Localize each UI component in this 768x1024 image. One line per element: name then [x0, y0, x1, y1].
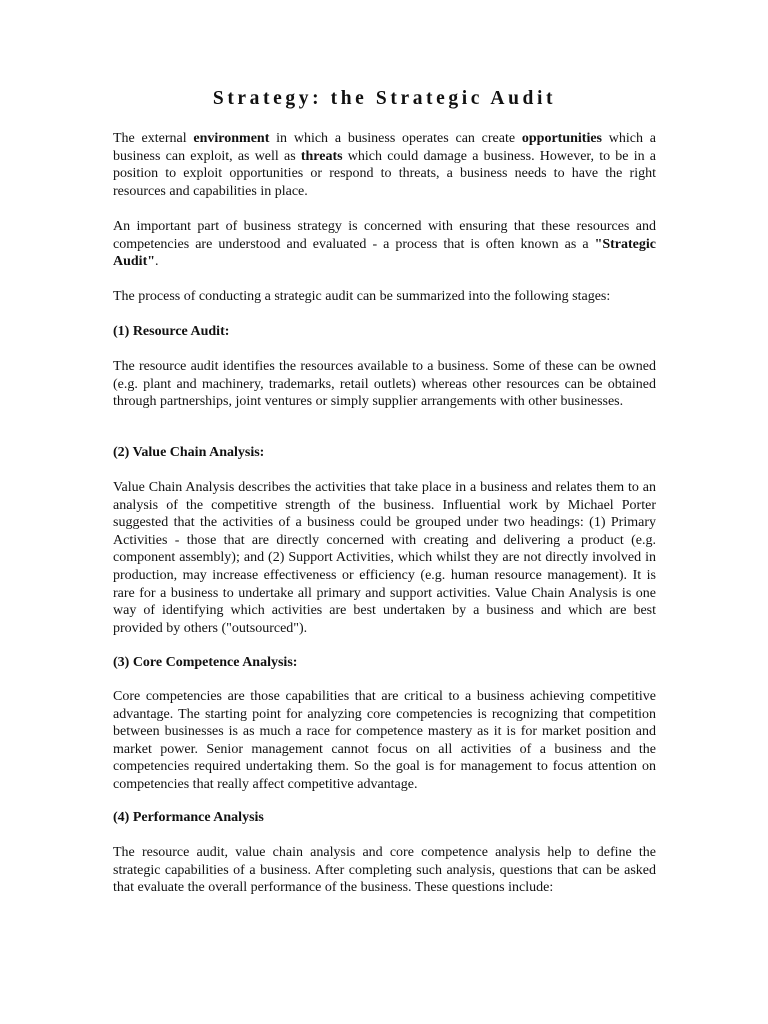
- text-run: which a business can exploit, as well as: [113, 131, 656, 164]
- section-heading-value-chain: (2) Value Chain Analysis:: [113, 445, 265, 460]
- text-run: An important part of business strategy is concerned with ensuring that these resources and competencies are understood and evaluated - a process that is often known as a: [113, 219, 656, 252]
- section-body-resource-audit: The resource audit identifies the resources available to a business. Some of these can be owned (e.g. plant and machinery, trademarks, retail outlets) whereas other resources can be obtained through partnerships, joint ventures or simply supplier arrangements with other businesses.: [113, 359, 656, 410]
- text-run: which could damage a business. However, to be in a position to exploit opportunities or respond to threats, a business needs to have the right resources and capabilities in place.: [113, 148, 657, 199]
- text-run: The external: [113, 131, 194, 146]
- section-heading-resource-audit: (1) Resource Audit:: [113, 324, 230, 339]
- text-run: .: [155, 254, 159, 270]
- intro-paragraph-3: The process of conducting a strategic audit can be summarized into the following stages:: [113, 289, 611, 304]
- section-body-core-competence: Core competencies are those capabilities that are critical to a business achieving competitive advantage. The starting point for analyzing core competencies is recognizing that competition between businesses is as much a race for competence mastery as it is for market position and market power. Senior management cannot focus on all activities of a business and the competencies required undertaking them. So the goal is for management to focus attention on competencies that really affect competitive advantage.: [113, 689, 656, 792]
- bold-term-threats: threats: [300, 148, 343, 164]
- bold-term-opportunities: opportunities: [521, 131, 602, 146]
- document-title: Strategy: the Strategic Audit: [212, 88, 557, 109]
- bold-term-environment: environment: [193, 131, 270, 146]
- bold-term-strategic-audit: "Strategic Audit": [113, 236, 656, 270]
- section-heading-core-competence: (3) Core Competence Analysis:: [113, 655, 298, 670]
- section-body-value-chain: Value Chain Analysis describes the activities that take place in a business and relates them to an analysis of the competitive strength of the business. Influential work by Michael Porter suggested that the activities of a business could be grouped under two headings: (1) Primary Activities - those that are directly concerned with creating and delivering a product (e.g. component assembly); and (2) Support Activities, which whilst they are not directly involved in production, may increase effectiveness or efficiency (e.g. human resource management). It is rare for a business to undertake all primary and support activities. Value Chain Analysis is one way of identifying which activities are best undertaken by a business and which are best provided by others ("outsourced").: [113, 480, 656, 636]
- document-page: [113, 88, 657, 896]
- section-body-performance-analysis: The resource audit, value chain analysis and core competence analysis help to define the strategic capabilities of a business. After completing such analysis, questions that can be asked that evaluate the overall performance of the business. These questions include:: [113, 845, 656, 896]
- intro-paragraph-2: [113, 218, 656, 271]
- section-heading-performance-analysis: (4) Performance Analysis: [113, 810, 264, 825]
- text-run: in which a business operates can create: [269, 131, 522, 146]
- intro-paragraph-1: [113, 130, 656, 200]
